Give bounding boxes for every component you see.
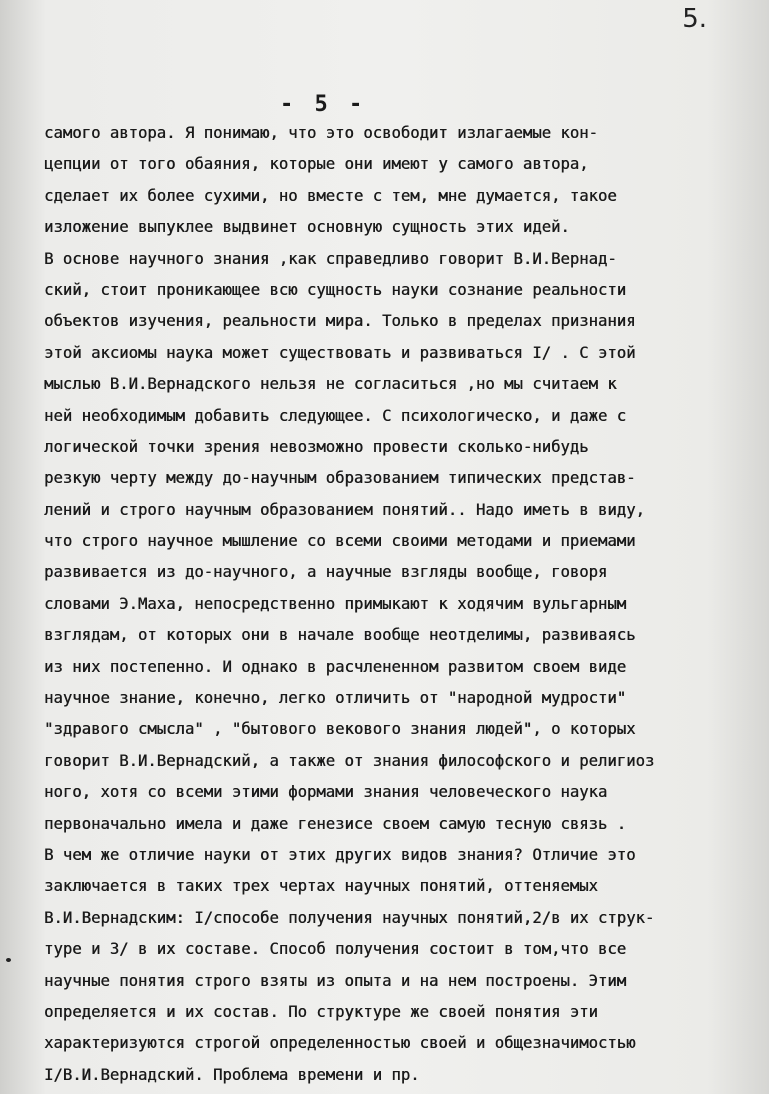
text-line: цепции от того обаяния, которые они имеют у самого автора, [44, 155, 589, 174]
text-line: самого автора. Я понимаю, что это освободит излагаемые кон- [44, 124, 598, 142]
text-line: развивается из до-научного, а научные взгляды вообще, говоря [44, 563, 608, 582]
ink-dot [6, 958, 11, 962]
text-line: этой аксиомы наука может существовать и развиваться I/ . С этой [44, 343, 636, 362]
text-line: научное знание, конечно, легко отличить от "народной мудрости" [44, 689, 627, 708]
text-line: логической точки зрения невозможно провести сколько-нибудь [44, 437, 589, 456]
text-line: "здравого смысла" , "бытового векового знания людей", о которых [44, 720, 636, 739]
corner-page-number: 5. [682, 4, 707, 34]
text-line: В чем же отличие науки от этих других видов знания? Отличие это [44, 845, 636, 864]
text-line: ней необходимым добавить следующее. С психологическо, и даже с [44, 406, 627, 425]
text-line: характеризуются строгой определенностью своей и общезначимостью [44, 1034, 636, 1053]
text-line: мыслью В.И.Вернадского нельзя не согласиться ,но мы считаем к [44, 375, 617, 394]
text-line: В основе научного знания ,как справедливо говорит В.И.Вернад- [44, 249, 617, 268]
text-line: ский, стоит проникающее всю сущность науки сознание реальности [44, 280, 627, 299]
page-number: - 5 - [280, 92, 367, 117]
text-line: лений и строго научным образованием понятий.. Надо иметь в виду, [44, 500, 645, 519]
body-text [44, 118, 764, 1091]
text-line: изложение выпуклее выдвинет основную сущность этих идей. [44, 218, 570, 237]
text-line: определяется и их состав. По структуре же своей понятия эти [44, 1002, 598, 1021]
text-line: говорит В.И.Вернадский, а также от знания философского и религиоз [44, 751, 655, 770]
text-line: объектов изучения, реальности мира. Только в пределах признания [44, 312, 636, 331]
text-line: первоначально имела и даже генезисе своем самую тесную связь . [44, 814, 627, 833]
text-line: что строго научное мышление со всеми своими методами и приемами [44, 532, 636, 551]
footnote-line: I/В.И.Вернадский. Проблема времени и пр. [44, 1065, 420, 1084]
text-line: ного, хотя со всеми этими формами знания человеческого наука [44, 783, 608, 802]
text-line: сделает их более сухими, но вместе с тем, мне думается, такое [44, 186, 617, 205]
text-line: научные понятия строго взяты из опыта и на нем построены. Этим [44, 971, 627, 990]
text-line: В.И.Вернадским: I/способе получения научных понятий,2/в их струк- [44, 908, 655, 927]
text-line: заключается в таких трех чертах научных понятий, оттеняемых [44, 877, 598, 896]
text-line: словами Э.Маха, непосредственно примыкают к ходячим вульгарным [44, 594, 627, 613]
text-line: резкую черту между до-научным образованием типических представ- [44, 469, 636, 488]
text-line: взглядам, от которых они в начале вообще неотделимы, развиваясь [44, 626, 636, 645]
text-line: туре и 3/ в их составе. Способ получения состоит в том,что все [44, 940, 627, 959]
text-line: из них постепенно. И однако в расчлененном развитом своем виде [44, 657, 627, 676]
